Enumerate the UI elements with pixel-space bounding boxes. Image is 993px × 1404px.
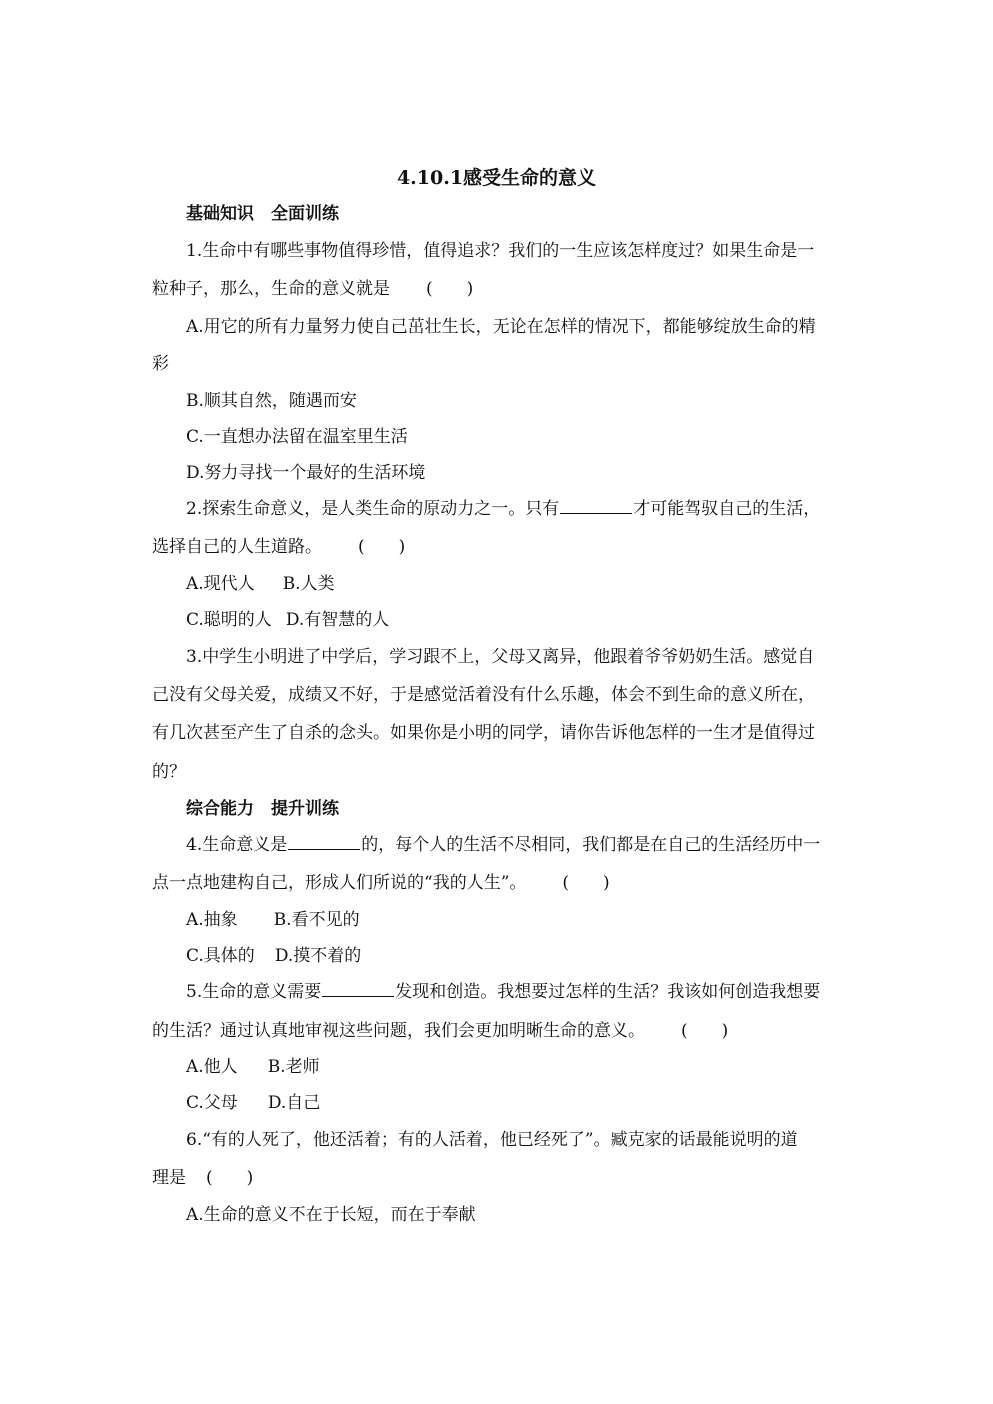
question-4-options-cd: [186, 941, 361, 971]
question-6-text: 6.“有的人死了，他还活着；有的人活着，他已经死了”。臧克家的话最能说明的道: [186, 1130, 798, 1150]
question-5-option-a: A.他人: [186, 1057, 238, 1077]
question-4-stem-a: 4.生命意义是: [186, 835, 288, 855]
question-3-text-3: 有几次甚至产生了自杀的念头。如果你是小明的同学，请你告诉他怎样的一生才是值得过: [152, 723, 815, 743]
question-5-option-c: C.父母: [186, 1093, 238, 1113]
question-1-option-c: C.一直想办法留在温室里生活: [186, 427, 408, 447]
question-2-options-ab: [186, 569, 335, 599]
fill-in-blank: [288, 832, 360, 850]
question-4-text-cont: [152, 868, 610, 898]
question-2-stem-b: 才可能驾驭自己的生活，: [633, 499, 821, 519]
question-2-stem-end: 选择自己的人生道路。: [152, 537, 322, 557]
question-4-option-d: D.摸不着的: [274, 946, 362, 966]
question-1-text-cont: [152, 274, 473, 304]
answer-parentheses: ( ): [426, 279, 474, 299]
question-5-options-cd: [186, 1088, 320, 1118]
question-2-option-a: A.现代人: [186, 574, 255, 594]
question-3-text: 3.中学生小明进了中学后，学习跟不上，父母又离异，他跟着爷爷奶奶生活。感觉自: [186, 647, 815, 667]
question-1-option-a: A.用它的所有力量努力使自己茁壮生长，无论在怎样的情况下，都能够绽放生命的精: [186, 317, 816, 337]
question-1-option-d: D.努力寻找一个最好的生活环境: [186, 463, 426, 483]
question-4-text: [186, 830, 820, 860]
question-5-option-d: D.自己: [267, 1093, 321, 1113]
question-2-option-b: B.人类: [282, 574, 335, 594]
question-5-stem-end: 的生活？通过认真地审视这些问题，我们会更加明晰生命的意义。: [152, 1021, 645, 1041]
section-heading-advanced: 综合能力 提升训练: [186, 799, 339, 819]
question-2-text-cont: [152, 532, 405, 562]
question-5-stem-a: 5.生命的意义需要: [186, 982, 322, 1002]
fill-in-blank: [560, 496, 632, 514]
question-1-text: 1.生命中有哪些事物值得珍惜，值得追求？我们的一生应该怎样度过？如果生命是一: [186, 241, 815, 261]
question-2-option-c: C.聪明的人: [186, 610, 272, 630]
question-2-stem-a: 2.探索生命意义，是人类生命的原动力之一。只有: [186, 499, 560, 519]
question-5-options-ab: [186, 1052, 320, 1082]
fill-in-blank: [322, 979, 394, 997]
question-4-stem-end: 点一点地建构自己，形成人们所说的“我的人生”。: [152, 873, 527, 893]
question-2-options-cd: [186, 605, 389, 635]
question-4-option-b: B.看不见的: [273, 910, 360, 930]
question-4-option-c: C.具体的: [186, 946, 255, 966]
question-1-option-a-cont: 彩: [152, 354, 169, 374]
answer-parentheses: ( ): [206, 1168, 254, 1188]
question-4-option-a: A.抽象: [186, 910, 238, 930]
question-3-text-2: 己没有父母关爱，成绩又不好，于是感觉活着没有什么乐趣，体会不到生命的意义所在，: [152, 685, 815, 705]
question-5-option-b: B.老师: [267, 1057, 320, 1077]
question-6-option-a: A.生命的意义不在于长短，而在于奉献: [186, 1205, 476, 1225]
answer-parentheses: ( ): [358, 537, 406, 557]
answer-parentheses: ( ): [681, 1021, 729, 1041]
question-4-stem-b: 的，每个人的生活不尽相同，我们都是在自己的生活经历中一: [361, 835, 821, 855]
question-2-option-d: D.有智慧的人: [285, 610, 390, 630]
question-2-text: [186, 494, 820, 524]
question-1-option-b: B.顺其自然，随遇而安: [186, 391, 357, 411]
question-6-stem-end: 理是: [152, 1168, 186, 1188]
question-3-text-4: 的？: [152, 762, 186, 782]
answer-parentheses: ( ): [562, 873, 610, 893]
question-1-stem-end: 粒种子，那么，生命的意义就是: [152, 279, 390, 299]
question-5-stem-b: 发现和创造。我想要过怎样的生活？我该如何创造我想要: [395, 982, 821, 1002]
question-5-text-cont: [152, 1016, 728, 1046]
question-5-text: [186, 977, 820, 1007]
section-heading-basic: 基础知识 全面训练: [186, 204, 339, 224]
question-4-options-ab: [186, 905, 360, 935]
page-title: 4.10.1感受生命的意义: [396, 167, 597, 189]
question-6-text-cont: [152, 1163, 253, 1193]
